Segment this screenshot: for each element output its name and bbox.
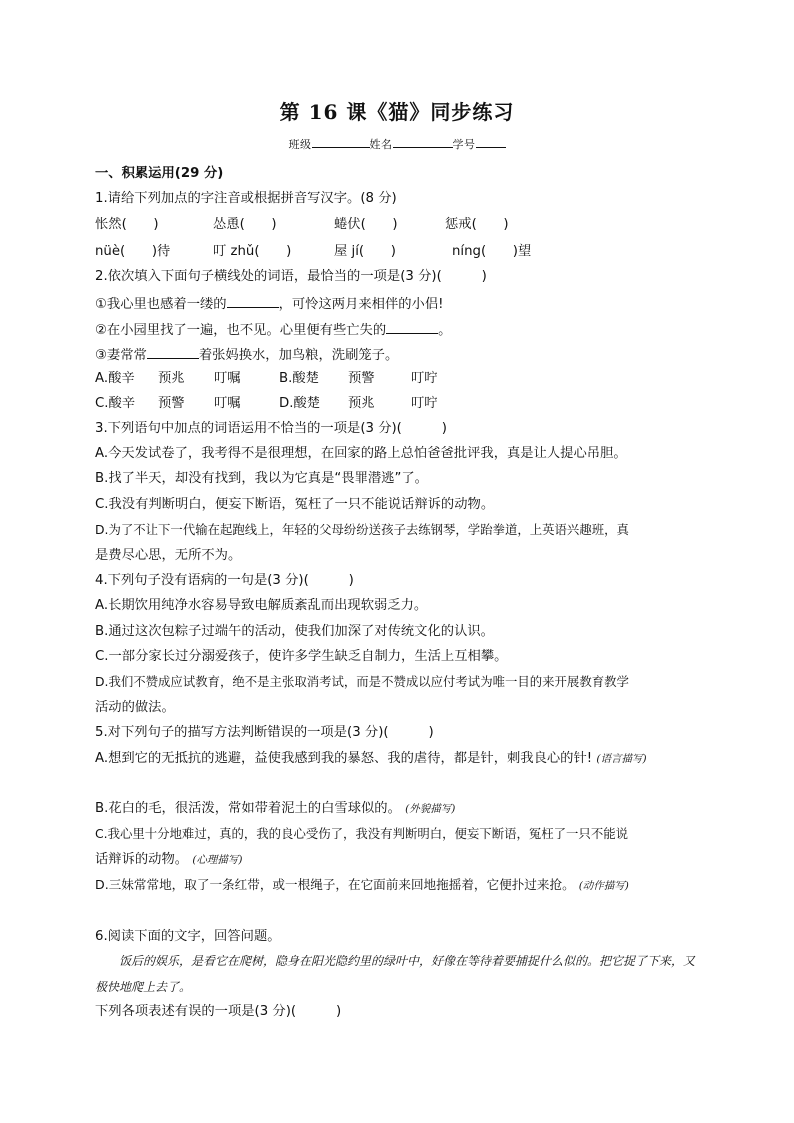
section-heading: 一、积累运用(29 分) (95, 166, 224, 181)
q4-stem: 4.下列句子没有语病的一句是(3 分)( ) (95, 573, 354, 588)
fill-blank[interactable] (227, 294, 279, 308)
q1-item: 蜷伏( ) (334, 217, 398, 232)
q2-option: 预兆 (348, 396, 375, 411)
q2-option: 叮咛 (411, 371, 438, 386)
q5-option-b: B.花白的毛，很活泼，常如带着泥土的白雪球似的。 (外貌描写) (95, 801, 456, 816)
q5-option-c-note: (心理描写) (192, 854, 243, 866)
q3-option-c: C.我没有判断明白，便妄下断语，冤枉了一只不能说话辩诉的动物。 (95, 497, 495, 512)
q5-option-b-note: (外貌描写) (405, 803, 456, 815)
q1-item: 怅然( ) (95, 217, 159, 232)
q6-stem: 6.阅读下面的文字，回答问题。 (95, 929, 281, 944)
class-label: 班级 (288, 138, 312, 151)
q5-option-d-note: (动作描写) (578, 880, 629, 892)
number-blank[interactable] (476, 134, 506, 148)
q2-option: 叮嘱 (214, 371, 241, 386)
q2-option: A.酸辛 (95, 371, 135, 386)
q2-option: 预兆 (158, 371, 185, 386)
q5-option-c-cont: 话辩诉的动物。 (心理描写) (95, 852, 243, 867)
q2-stem: 2.依次填入下面句子横线处的词语，最恰当的一项是(3 分)( ) (95, 269, 487, 284)
q5-stem: 5.对下列句子的描写方法判断错误的一项是(3 分)( ) (95, 725, 434, 740)
q6-sub-question: 下列各项表述有误的一项是(3 分)( ) (95, 1004, 342, 1019)
q2-sentence-1: ①我心里也感着一缕的 ，可怜这两月来相伴的小侣! (95, 294, 444, 314)
page-title: 第 16 课《猫》同步练习 (279, 100, 515, 124)
q2-option: 预警 (158, 396, 185, 411)
q2-option: B.酸楚 (279, 371, 319, 386)
q2-sentence-2: ②在小园里找了一遍，也不见。心里便有些亡失的 。 (95, 320, 451, 340)
q1-item: 惩戒( ) (445, 217, 509, 232)
q1-item: 怂恿( ) (213, 217, 277, 232)
q2-sentence-3: ③妻常常 着张妈换水，加鸟粮，洗刷笼子。 (95, 345, 398, 365)
name-blank[interactable] (393, 134, 453, 148)
reading-passage: 饭后的娱乐，是看它在爬树，隐身在阳光隐约里的绿叶中，好像在等待着要捕捉什么似的。把它捉了下来，又极快地爬上去了。 (95, 954, 696, 994)
q3-option-a: A.今天发试卷了，我考得不是很理想，在回家的路上总怕爸爸批评我，真是让人提心吊胆。 (95, 446, 627, 461)
q5-option-a: A.想到它的无抵抗的逃避，益使我感到我的暴怒、我的虐待，都是针，刺我良心的针! (语言描写) (95, 751, 647, 766)
class-blank[interactable] (312, 134, 370, 148)
q3-option-d-cont: 是费尽心思，无所不为。 (95, 548, 242, 563)
q4-option-b: B.通过这次包粽子过端午的活动，使我们加深了对传统文化的认识。 (95, 624, 494, 639)
q2-option: 叮咛 (411, 396, 438, 411)
q2-option: 叮嘱 (214, 396, 241, 411)
q1-item: 叮 zhǔ( ) (213, 244, 292, 259)
fill-blank[interactable] (386, 320, 438, 334)
q3-option-d: D.为了不让下一代输在起跑线上，年轻的父母纷纷送孩子去练钢琴，学跆拳道，上英语兴趣班，真 (95, 522, 629, 537)
fill-blank[interactable] (147, 345, 199, 359)
q1-item: 屋 jí( ) (334, 244, 396, 259)
q1-item: níng( )望 (452, 244, 532, 259)
q2-option: C.酸辛 (95, 396, 136, 411)
q2-option: 预警 (348, 371, 375, 386)
q5-option-c: C.我心里十分地难过，真的，我的良心受伤了，我没有判断明白，便妄下断语，冤枉了一只不能说 (95, 826, 628, 841)
number-label: 学号 (452, 138, 476, 151)
q4-option-d-cont: 活动的做法。 (95, 700, 175, 715)
q4-option-c: C.一部分家长过分溺爱孩子，使许多学生缺乏自制力，生活上互相攀。 (95, 649, 508, 664)
q3-stem: 3.下列语句中加点的词语运用不恰当的一项是(3 分)( ) (95, 421, 447, 436)
name-label: 姓名 (369, 138, 393, 151)
q1-item: nüè( )待 (95, 244, 171, 259)
q5-option-d: D.三妹常常地，取了一条红带，或一根绳子，在它面前来回地拖摇着，它便扑过来抢。 (动作描写) (95, 877, 629, 892)
q4-option-a: A.长期饮用纯净水容易导致电解质紊乱而出现软弱乏力。 (95, 598, 428, 613)
q2-option: D.酸楚 (279, 396, 321, 411)
q3-option-b: B.找了半天，却没有找到，我以为它真是“畏罪潜逃”了。 (95, 471, 428, 486)
student-info-line (0, 134, 794, 152)
q4-option-d: D.我们不赞成应试教育，绝不是主张取消考试，而是不赞成以应付考试为唯一目的来开展教育教学 (95, 674, 629, 689)
q5-option-a-note: (语言描写) (596, 753, 647, 765)
q1-stem: 1.请给下列加点的字注音或根据拼音写汉字。(8 分) (95, 191, 397, 206)
